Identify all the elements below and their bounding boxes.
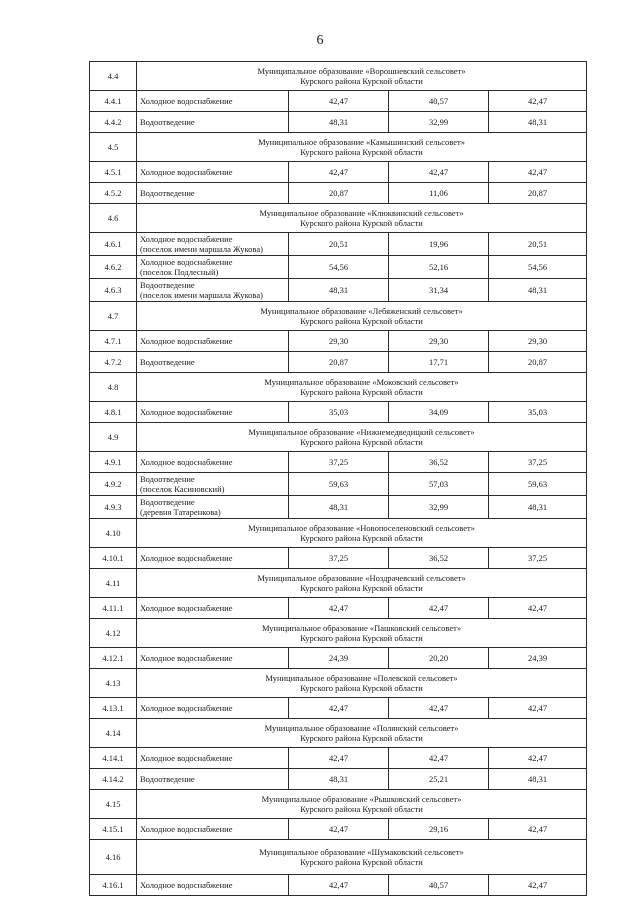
- section-title: [137, 133, 587, 162]
- tariff-value-v2: 42,47: [389, 162, 489, 183]
- service-name: [137, 331, 289, 352]
- section-number: 4.7: [90, 302, 137, 331]
- row-number: 4.8.1: [90, 402, 137, 423]
- service-name-line: (поселок имени маршала Жукова): [140, 244, 263, 254]
- service-name-line: Холодное водоснабжение: [140, 167, 233, 177]
- section-title: [137, 619, 587, 648]
- section-number: 4.5: [90, 133, 137, 162]
- service-name-line: (поселок Подлесный): [140, 267, 219, 277]
- tariff-value-v3: 20,51: [489, 233, 587, 256]
- tariff-value-v1: 42,47: [289, 698, 389, 719]
- section-title-text: Муниципальное образование «Рышковский сельсовет»: [261, 794, 462, 804]
- section-title: [137, 62, 587, 91]
- row-number: 4.13.1: [90, 698, 137, 719]
- tariff-value-v1: 20,87: [289, 183, 389, 204]
- service-name-line: Холодное водоснабжение: [140, 457, 233, 467]
- tariff-value-v1: 42,47: [289, 162, 389, 183]
- service-name: [137, 402, 289, 423]
- service-name-line: Холодное водоснабжение: [140, 336, 233, 346]
- section-header-row: [90, 840, 587, 875]
- section-header-row: [90, 569, 587, 598]
- service-name-line: Холодное водоснабжение: [140, 234, 233, 244]
- tariff-value-v1: 29,30: [289, 331, 389, 352]
- tariff-value-v3: 42,47: [489, 748, 587, 769]
- tariff-value-v1: 42,47: [289, 819, 389, 840]
- tariff-value-v2: 42,47: [389, 598, 489, 619]
- section-header-row: [90, 204, 587, 233]
- service-name-line: Водоотведение: [140, 280, 195, 290]
- table-row: [90, 598, 587, 619]
- section-header-row: [90, 619, 587, 648]
- section-title-text: Муниципальное образование «Клюквинский сельсовет»: [259, 208, 464, 218]
- section-number: 4.6: [90, 204, 137, 233]
- tariff-value-v3: 59,63: [489, 473, 587, 496]
- service-name: [137, 233, 289, 256]
- table-row: [90, 548, 587, 569]
- service-name: [137, 279, 289, 302]
- tariff-value-v3: 37,25: [489, 548, 587, 569]
- tariff-value-v3: 48,31: [489, 112, 587, 133]
- tariff-value-v2: 42,47: [389, 698, 489, 719]
- service-name: [137, 748, 289, 769]
- service-name-line: Холодное водоснабжение: [140, 653, 233, 663]
- row-number: 4.6.2: [90, 256, 137, 279]
- service-name-line: Холодное водоснабжение: [140, 96, 233, 106]
- tariff-value-v2: 34,09: [389, 402, 489, 423]
- section-header-row: [90, 302, 587, 331]
- tariff-value-v2: 20,20: [389, 648, 489, 669]
- section-header-row: [90, 373, 587, 402]
- section-title-text: Муниципальное образование «Новопоселеновский сельсовет»: [248, 523, 475, 533]
- service-name-line: (поселок Касиновский): [140, 484, 225, 494]
- tariff-value-v1: 20,51: [289, 233, 389, 256]
- table-row: [90, 402, 587, 423]
- tariff-value-v2: 17,71: [389, 352, 489, 373]
- section-district-text: Курского района Курской области: [300, 218, 423, 228]
- row-number: 4.12.1: [90, 648, 137, 669]
- row-number: 4.5.1: [90, 162, 137, 183]
- tariff-value-v3: 42,47: [489, 162, 587, 183]
- section-title-text: Муниципальное образование «Ноздрачевский сельсовет»: [257, 573, 466, 583]
- service-name-line: Водоотведение: [140, 188, 195, 198]
- tariff-value-v1: 37,25: [289, 452, 389, 473]
- tariff-value-v1: 24,39: [289, 648, 389, 669]
- tariff-value-v2: 57,03: [389, 473, 489, 496]
- section-header-row: [90, 669, 587, 698]
- row-number: 4.14.2: [90, 769, 137, 790]
- tariff-value-v2: 40,57: [389, 875, 489, 896]
- section-title: [137, 519, 587, 548]
- tariff-value-v3: 42,47: [489, 875, 587, 896]
- tariff-value-v2: 36,52: [389, 452, 489, 473]
- row-number: 4.10.1: [90, 548, 137, 569]
- service-name: [137, 452, 289, 473]
- section-header-row: [90, 423, 587, 452]
- table-row: [90, 748, 587, 769]
- section-title-text: Муниципальное образование «Лебяженский сельсовет»: [260, 306, 463, 316]
- section-number: 4.11: [90, 569, 137, 598]
- section-district-text: Курского района Курской области: [300, 633, 423, 643]
- service-name: [137, 112, 289, 133]
- service-name: [137, 256, 289, 279]
- service-name: [137, 769, 289, 790]
- tariff-value-v2: 31,34: [389, 279, 489, 302]
- section-number: 4.9: [90, 423, 137, 452]
- service-name: [137, 162, 289, 183]
- tariff-value-v2: 29,16: [389, 819, 489, 840]
- section-district-text: Курского района Курской области: [300, 857, 423, 867]
- service-name: [137, 548, 289, 569]
- table-row: [90, 91, 587, 112]
- table-row: [90, 648, 587, 669]
- service-name: [137, 648, 289, 669]
- service-name-line: Холодное водоснабжение: [140, 553, 233, 563]
- row-number: 4.9.2: [90, 473, 137, 496]
- service-name: [137, 473, 289, 496]
- tariff-value-v2: 52,16: [389, 256, 489, 279]
- service-name-line: Холодное водоснабжение: [140, 824, 233, 834]
- row-number: 4.4.1: [90, 91, 137, 112]
- service-name-line: Холодное водоснабжение: [140, 257, 233, 267]
- row-number: 4.16.1: [90, 875, 137, 896]
- tariff-value-v1: 48,31: [289, 496, 389, 519]
- table-row: [90, 769, 587, 790]
- tariff-value-v3: 42,47: [489, 698, 587, 719]
- section-title: [137, 569, 587, 598]
- section-number: 4.15: [90, 790, 137, 819]
- service-name-line: Холодное водоснабжение: [140, 703, 233, 713]
- section-district-text: Курского района Курской области: [300, 683, 423, 693]
- service-name-line: Водоотведение: [140, 497, 195, 507]
- table-row: [90, 112, 587, 133]
- section-header-row: [90, 519, 587, 548]
- tariff-value-v2: 29,30: [389, 331, 489, 352]
- tariff-value-v1: 42,47: [289, 91, 389, 112]
- section-number: 4.13: [90, 669, 137, 698]
- section-district-text: Курского района Курской области: [300, 733, 423, 743]
- section-district-text: Курского района Курской области: [300, 533, 423, 543]
- section-district-text: Курского района Курской области: [300, 76, 423, 86]
- section-header-row: [90, 62, 587, 91]
- section-title: [137, 790, 587, 819]
- row-number: 4.7.2: [90, 352, 137, 373]
- page-number: 6: [316, 33, 324, 48]
- section-title: [137, 373, 587, 402]
- service-name-line: Холодное водоснабжение: [140, 407, 233, 417]
- table-row: [90, 256, 587, 279]
- section-title: [137, 204, 587, 233]
- service-name-line: Водоотведение: [140, 774, 195, 784]
- section-district-text: Курского района Курской области: [300, 316, 423, 326]
- tariff-value-v3: 37,25: [489, 452, 587, 473]
- section-title-text: Муниципальное образование «Полянский сельсовет»: [264, 723, 459, 733]
- tariff-value-v2: 32,99: [389, 496, 489, 519]
- section-district-text: Курского района Курской области: [300, 804, 423, 814]
- section-title-text: Муниципальное образование «Пашковский сельсовет»: [261, 623, 462, 633]
- tariff-value-v2: 36,52: [389, 548, 489, 569]
- service-name: [137, 598, 289, 619]
- table-row: [90, 162, 587, 183]
- service-name-line: Холодное водоснабжение: [140, 603, 233, 613]
- section-district-text: Курского района Курской области: [300, 387, 423, 397]
- section-number: 4.8: [90, 373, 137, 402]
- tariff-value-v1: 48,31: [289, 279, 389, 302]
- table-row: [90, 183, 587, 204]
- table-row: [90, 496, 587, 519]
- table-row: [90, 698, 587, 719]
- section-title: [137, 423, 587, 452]
- tariff-value-v3: 48,31: [489, 279, 587, 302]
- section-number: 4.10: [90, 519, 137, 548]
- service-name: [137, 352, 289, 373]
- service-name: [137, 91, 289, 112]
- tariff-value-v2: 19,96: [389, 233, 489, 256]
- service-name: [137, 183, 289, 204]
- table-row: [90, 819, 587, 840]
- tariff-value-v1: 42,47: [289, 748, 389, 769]
- section-number: 4.14: [90, 719, 137, 748]
- tariff-value-v1: 42,47: [289, 598, 389, 619]
- row-number: 4.9.1: [90, 452, 137, 473]
- tariff-value-v1: 54,56: [289, 256, 389, 279]
- section-district-text: Курского района Курской области: [300, 147, 423, 157]
- service-name-line: (деревня Татаренкова): [140, 507, 221, 517]
- tariff-value-v1: 35,03: [289, 402, 389, 423]
- tariff-value-v3: 24,39: [489, 648, 587, 669]
- tariff-value-v1: 48,31: [289, 769, 389, 790]
- section-district-text: Курского района Курской области: [300, 583, 423, 593]
- section-title: [137, 302, 587, 331]
- section-title-text: Муниципальное образование «Ворошневский сельсовет»: [257, 66, 466, 76]
- service-name-line: Холодное водоснабжение: [140, 880, 233, 890]
- section-number: 4.12: [90, 619, 137, 648]
- tariff-value-v3: 54,56: [489, 256, 587, 279]
- row-number: 4.15.1: [90, 819, 137, 840]
- tariff-value-v3: 29,30: [489, 331, 587, 352]
- tariff-value-v2: 32,99: [389, 112, 489, 133]
- section-header-row: [90, 133, 587, 162]
- tariff-value-v1: 20,87: [289, 352, 389, 373]
- service-name-line: (поселок имени маршала Жукова): [140, 290, 263, 300]
- tariff-value-v3: 42,47: [489, 598, 587, 619]
- tariff-value-v3: 42,47: [489, 91, 587, 112]
- table-row: [90, 452, 587, 473]
- section-title: [137, 840, 587, 875]
- section-header-row: [90, 719, 587, 748]
- tariff-value-v3: 20,87: [489, 183, 587, 204]
- section-title-text: Муниципальное образование «Моковский сельсовет»: [264, 377, 459, 387]
- table-row: [90, 352, 587, 373]
- tariff-value-v3: 48,31: [489, 496, 587, 519]
- row-number: 4.7.1: [90, 331, 137, 352]
- tariff-value-v1: 42,47: [289, 875, 389, 896]
- table-row: [90, 331, 587, 352]
- section-title-text: Муниципальное образование «Шумаковский сельсовет»: [259, 847, 464, 857]
- table-row: [90, 279, 587, 302]
- section-title-text: Муниципальное образование «Камышинский сельсовет»: [258, 137, 465, 147]
- tariff-value-v2: 40,57: [389, 91, 489, 112]
- tariff-table: [89, 61, 587, 896]
- tariff-table-body: [90, 62, 587, 896]
- table-row: [90, 875, 587, 896]
- service-name-line: Водоотведение: [140, 117, 195, 127]
- section-number: 4.16: [90, 840, 137, 875]
- service-name: [137, 875, 289, 896]
- tariff-value-v2: 11,06: [389, 183, 489, 204]
- row-number: 4.6.1: [90, 233, 137, 256]
- section-district-text: Курского района Курской области: [300, 437, 423, 447]
- tariff-value-v2: 25,21: [389, 769, 489, 790]
- service-name-line: Водоотведение: [140, 474, 195, 484]
- tariff-value-v2: 42,47: [389, 748, 489, 769]
- section-header-row: [90, 790, 587, 819]
- row-number: 4.11.1: [90, 598, 137, 619]
- tariff-value-v3: 42,47: [489, 819, 587, 840]
- table-row: [90, 233, 587, 256]
- service-name-line: Холодное водоснабжение: [140, 753, 233, 763]
- row-number: 4.6.3: [90, 279, 137, 302]
- tariff-value-v1: 37,25: [289, 548, 389, 569]
- service-name: [137, 698, 289, 719]
- row-number: 4.14.1: [90, 748, 137, 769]
- section-number: 4.4: [90, 62, 137, 91]
- section-title-text: Муниципальное образование «Полевской сельсовет»: [265, 673, 458, 683]
- row-number: 4.5.2: [90, 183, 137, 204]
- tariff-value-v1: 48,31: [289, 112, 389, 133]
- tariff-value-v3: 20,87: [489, 352, 587, 373]
- service-name: [137, 496, 289, 519]
- tariff-value-v3: 48,31: [489, 769, 587, 790]
- service-name-line: Водоотведение: [140, 357, 195, 367]
- section-title-text: Муниципальное образование «Нижнемедведицкий сельсовет»: [248, 427, 475, 437]
- table-row: [90, 473, 587, 496]
- tariff-value-v1: 59,63: [289, 473, 389, 496]
- row-number: 4.9.3: [90, 496, 137, 519]
- section-title: [137, 719, 587, 748]
- section-title: [137, 669, 587, 698]
- tariff-value-v3: 35,03: [489, 402, 587, 423]
- row-number: 4.4.2: [90, 112, 137, 133]
- service-name: [137, 819, 289, 840]
